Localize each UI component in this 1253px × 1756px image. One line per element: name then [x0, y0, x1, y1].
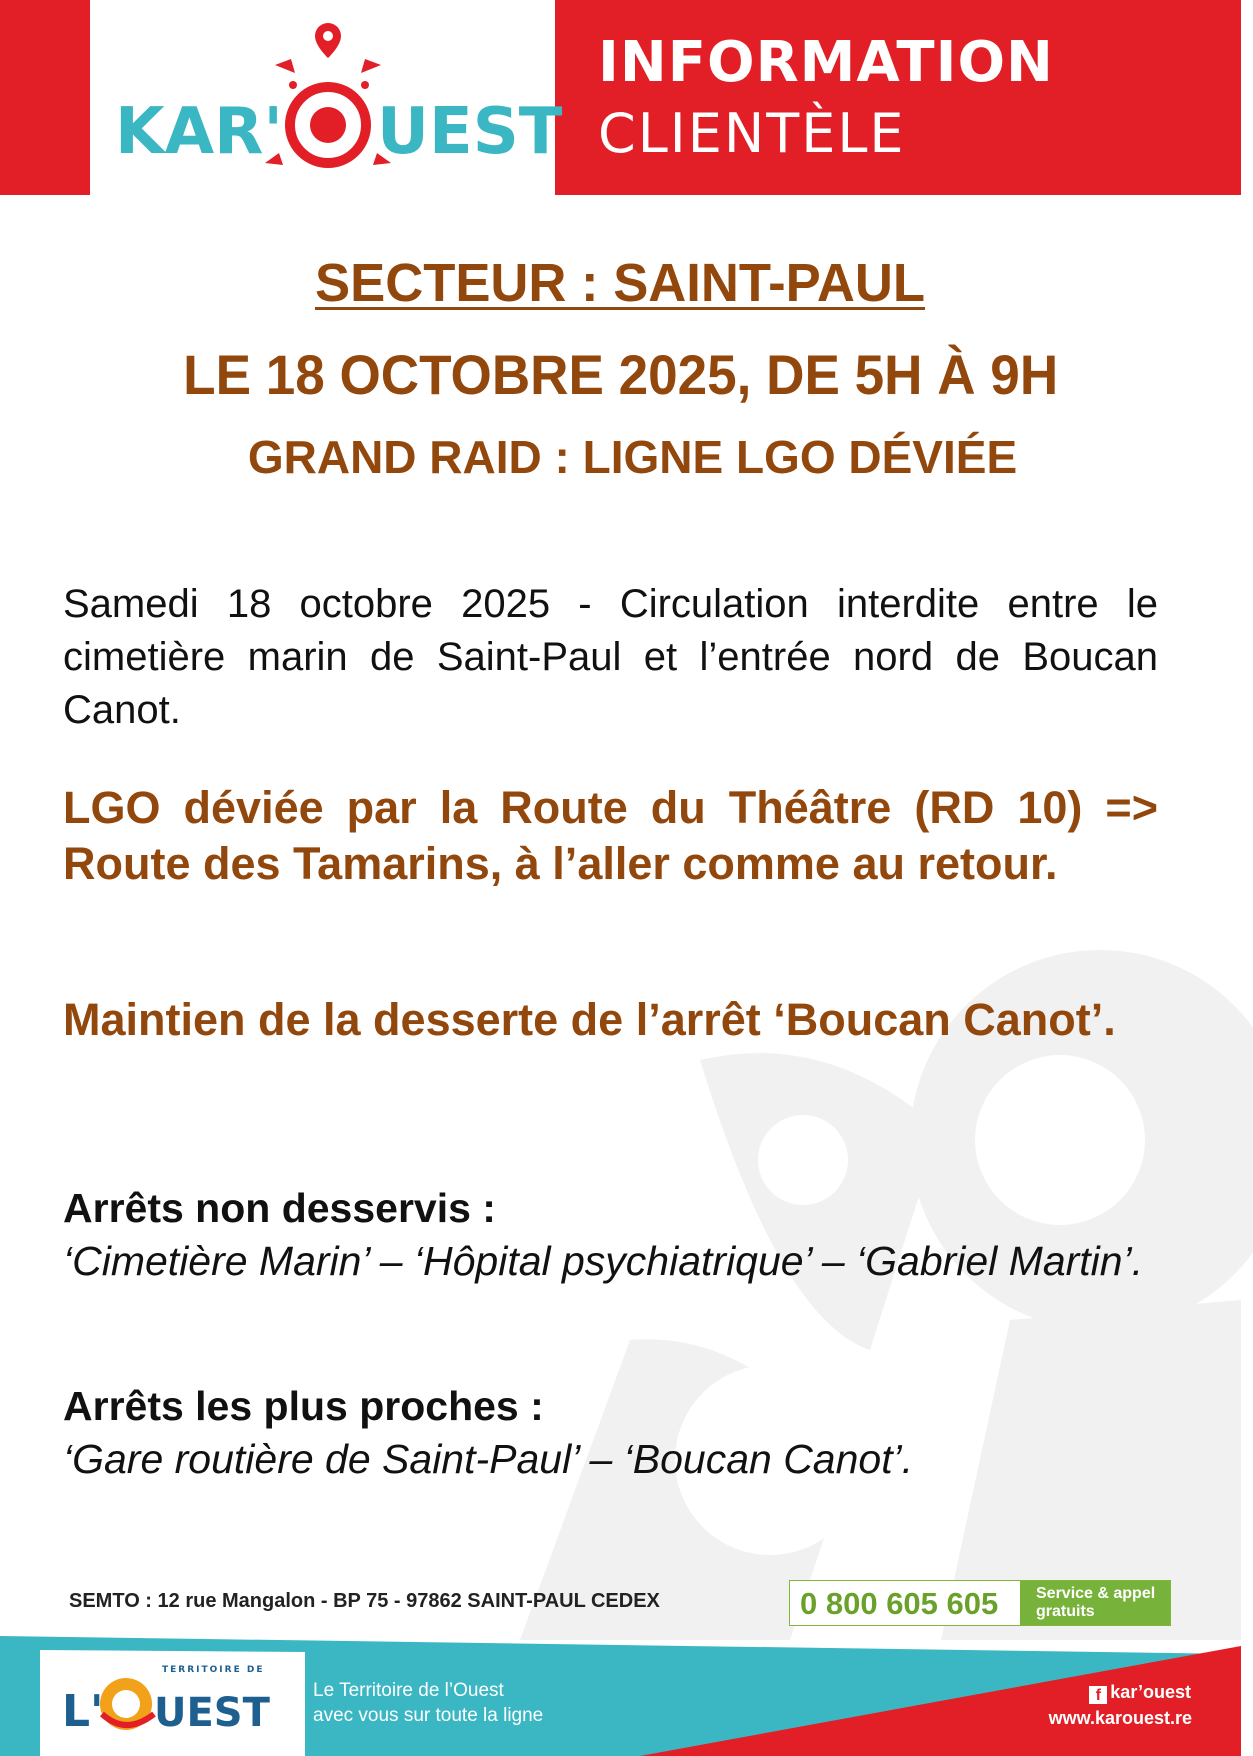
free-service-line2: gratuits — [1036, 1603, 1095, 1620]
maintained-stop-paragraph: Maintien de la desserte de l’arrêt ‘Boucan Canot’. — [63, 994, 1116, 1045]
footer-tagline-line1: Le Territoire de l’Ouest — [313, 1680, 504, 1701]
not-served-label: Arrêts non desservis : — [63, 1185, 496, 1231]
heading-sector-text: SECTEUR : SAINT-PAUL — [315, 253, 926, 313]
intro-paragraph: Samedi 18 octobre 2025 - Circulation interdite entre le cimetière marin de Saint-Paul et l’entrée nord de Boucan Canot. — [63, 582, 1158, 732]
svg-text:UEST: UEST — [154, 1690, 270, 1736]
not-served-stops-block — [63, 1182, 1161, 1288]
svg-text:L': L' — [62, 1686, 104, 1737]
free-service-badge — [1020, 1581, 1170, 1625]
not-served-value: ‘Cimetière Marin’ – ‘Hôpital psychiatrique’ – ‘Gabriel Martin’. — [63, 1238, 1144, 1284]
heading-sector — [0, 252, 1241, 314]
header-title-information: INFORMATION — [598, 30, 1054, 95]
svg-text:KAR': KAR' — [115, 95, 283, 169]
territoire-ouest-logo — [62, 1658, 282, 1738]
heading-date: LE 18 OCTOBRE 2025, DE 5H À 9H — [182, 343, 1058, 406]
svg-text:UEST: UEST — [377, 95, 563, 169]
header-title-clientele: CLIENTÈLE — [598, 102, 906, 165]
footer-tagline-line2: avec vous sur toute la ligne — [313, 1705, 544, 1726]
karouest-logo — [115, 15, 563, 185]
nearest-label: Arrêts les plus proches : — [63, 1383, 544, 1429]
heading-event: GRAND RAID : LIGNE LGO DÉVIÉE — [247, 431, 1018, 483]
header-red-band-left — [0, 0, 90, 195]
facebook-icon: f — [1089, 1686, 1107, 1704]
facebook-link[interactable] — [1089, 1682, 1191, 1704]
nearest-value: ‘Gare routière de Saint-Paul’ – ‘Boucan Canot’. — [63, 1436, 914, 1482]
facebook-handle: kar’ouest — [1110, 1682, 1191, 1702]
company-address: SEMTO : 12 rue Mangalon - BP 75 - 97862 SAINT-PAUL CEDEX — [69, 1590, 660, 1612]
phone-box — [789, 1580, 1171, 1626]
deviation-paragraph: LGO déviée par la Route du Théâtre (RD 10) => Route des Tamarins, à l’aller comme au retour. — [63, 782, 1158, 889]
footer-tagline — [313, 1678, 543, 1728]
website-link[interactable]: www.karouest.re — [1048, 1708, 1192, 1728]
nearest-stops-block — [63, 1380, 1161, 1486]
svg-text:TERRITOIRE DE: TERRITOIRE DE — [162, 1665, 265, 1675]
phone-number[interactable]: 0 800 605 605 — [800, 1586, 999, 1621]
free-service-line1: Service & appel — [1036, 1585, 1156, 1602]
